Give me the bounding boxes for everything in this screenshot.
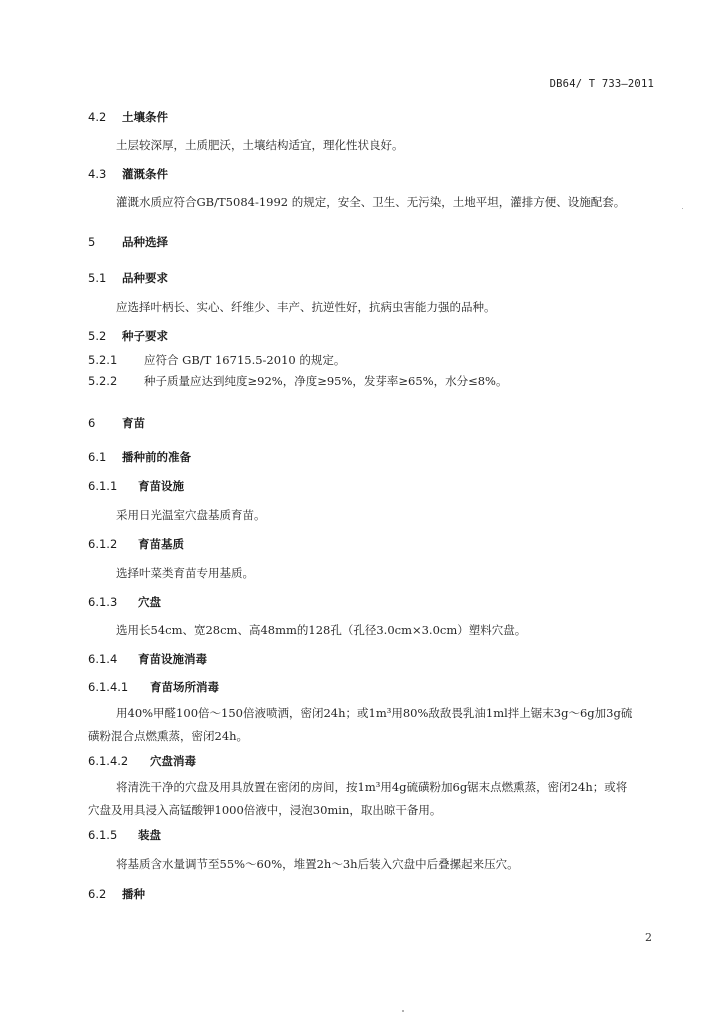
clause-text: 种子质量应达到纯度≥92%，净度≥95%，发芽率≥65%，水分≤8%。 (144, 374, 508, 388)
heading-6 (88, 415, 145, 431)
heading-number: 6.1.4.1 (88, 680, 129, 694)
paragraph-tray-filling: 将基质含水量调节至55%～60%，堆置2h～3h后装入穴盘中后叠摞起来压穴。 (116, 857, 519, 871)
heading-title: 育苗场所消毒 (150, 680, 219, 694)
heading-5-2 (88, 328, 168, 344)
clause-5-2-2 (88, 373, 507, 389)
heading-number: 6.2 (88, 887, 107, 901)
heading-6-1-4-1 (88, 679, 219, 695)
heading-4-2 (88, 109, 168, 125)
heading-number: 4.2 (88, 110, 107, 124)
heading-6-1-2 (88, 536, 184, 552)
heading-number: 6 (88, 416, 96, 430)
heading-title: 装盘 (138, 828, 161, 842)
heading-number: 6.1.3 (88, 595, 118, 609)
heading-title: 品种选择 (122, 235, 168, 249)
heading-number: 4.3 (88, 167, 107, 181)
paragraph-tray-disinfection: 将清洗干净的穴盘及用具放置在密闭的房间，按1m³用4g硫磺粉加6g锯末点燃熏蒸，密闭24h；或将穴盘及用具浸入高锰酸钾1000倍液中，浸泡30min，取出晾干备用。 (88, 780, 628, 817)
heading-5-1 (88, 270, 168, 286)
scan-speck (402, 1010, 404, 1012)
paragraph-soil: 土层较深厚，土质肥沃，土壤结构适宜，理化性状良好。 (116, 138, 404, 152)
heading-title: 播种 (122, 887, 145, 901)
paragraph-tray: 选用长54cm、宽28cm、高48mm的128孔（孔径3.0cm×3.0cm）塑料穴盘。 (116, 623, 527, 637)
heading-title: 穴盘 (138, 595, 161, 609)
heading-6-1 (88, 449, 191, 465)
paragraph-site-disinfection: 用40%甲醛100倍～150倍液喷洒，密闭24h；或1m³用80%敌敌畏乳油1ml拌上锯末3g～6g加3g硫磺粉混合点燃熏蒸，密闭24h。 (88, 706, 633, 743)
clause-number: 5.2.2 (88, 374, 118, 388)
heading-6-1-1 (88, 478, 184, 494)
heading-number: 6.1.4 (88, 652, 118, 666)
scan-speck (682, 208, 683, 209)
heading-number: 6.1.2 (88, 537, 118, 551)
page-number: 2 (645, 931, 652, 944)
heading-number: 6.1.4.2 (88, 754, 129, 768)
paragraph-facility: 采用日光温室穴盘基质育苗。 (116, 508, 266, 522)
heading-title: 播种前的准备 (122, 450, 191, 464)
paragraph-variety: 应选择叶柄长、实心、纤维少、丰产、抗逆性好，抗病虫害能力强的品种。 (116, 300, 496, 314)
heading-title: 品种要求 (122, 271, 168, 285)
heading-number: 6.1.5 (88, 828, 118, 842)
heading-title: 育苗基质 (138, 537, 184, 551)
clause-number: 5.2.1 (88, 353, 118, 367)
heading-5 (88, 234, 168, 250)
clause-text: 应符合 GB/T 16715.5-2010 的规定。 (144, 353, 346, 367)
paragraph-substrate: 选择叶菜类育苗专用基质。 (116, 566, 254, 580)
heading-title: 育苗 (122, 416, 145, 430)
heading-number: 5.1 (88, 271, 107, 285)
heading-number: 6.1 (88, 450, 107, 464)
heading-title: 土壤条件 (122, 110, 168, 124)
heading-title: 灌溉条件 (122, 167, 168, 181)
heading-title: 穴盘消毒 (150, 754, 196, 768)
heading-number: 6.1.1 (88, 479, 118, 493)
heading-4-3 (88, 166, 168, 182)
heading-6-2 (88, 886, 145, 902)
heading-title: 种子要求 (122, 329, 168, 343)
heading-6-1-3 (88, 594, 161, 610)
heading-title: 育苗设施消毒 (138, 652, 207, 666)
heading-6-1-5 (88, 827, 161, 843)
standard-code: DB64/ T 733—2011 (549, 78, 654, 90)
heading-number: 5.2 (88, 329, 107, 343)
heading-6-1-4-2 (88, 753, 196, 769)
paragraph-irrigation: 灌溉水质应符合GB/T5084-1992 的规定，安全、卫生、无污染，土地平坦，灌排方便、设施配套。 (116, 195, 626, 209)
clause-5-2-1 (88, 352, 345, 368)
heading-title: 育苗设施 (138, 479, 184, 493)
heading-6-1-4 (88, 651, 207, 667)
heading-number: 5 (88, 235, 96, 249)
